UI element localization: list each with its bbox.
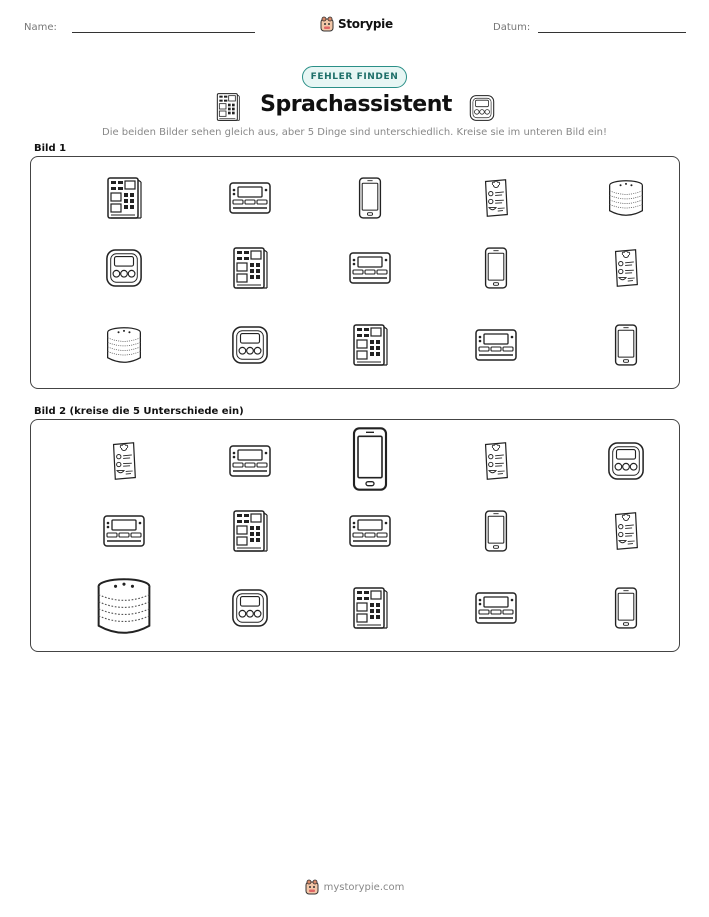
page-title: Sprachassistent xyxy=(260,92,452,117)
timer-icon xyxy=(205,312,295,378)
recipe-card-icon xyxy=(581,235,671,301)
timer-icon[interactable] xyxy=(205,575,295,641)
smart-speaker-icon xyxy=(79,312,169,378)
control-panel-icon xyxy=(216,92,240,127)
smartphone-icon[interactable] xyxy=(451,498,541,564)
smartphone-icon xyxy=(581,312,671,378)
storypie-mascot-icon xyxy=(320,16,334,32)
brand-logo xyxy=(320,14,393,34)
timer-icon[interactable] xyxy=(581,428,671,494)
recipe-card-icon xyxy=(451,165,541,231)
pager-icon xyxy=(325,235,415,301)
control-panel-icon xyxy=(205,235,295,301)
instructions-text: Die beiden Bilder sehen gleich aus, aber 5 Dinge sind unterschiedlich. Kreise sie im unteren Bild ein! xyxy=(102,127,607,138)
smartphone-icon[interactable] xyxy=(315,420,425,498)
date-field-line[interactable] xyxy=(538,32,686,33)
activity-badge: FEHLER FINDEN xyxy=(302,66,407,88)
pager-icon[interactable] xyxy=(325,498,415,564)
brand-name: Storypie xyxy=(338,17,393,31)
pager-icon[interactable] xyxy=(451,575,541,641)
date-label: Datum: xyxy=(493,22,531,33)
pager-icon[interactable] xyxy=(205,428,295,494)
smartphone-icon xyxy=(325,165,415,231)
storypie-mascot-icon xyxy=(305,879,319,895)
name-field-line[interactable] xyxy=(72,32,255,33)
timer-icon xyxy=(469,94,495,127)
recipe-card-icon[interactable] xyxy=(451,428,541,494)
recipe-card-icon[interactable] xyxy=(581,498,671,564)
control-panel-icon xyxy=(325,312,415,378)
control-panel-icon xyxy=(79,165,169,231)
picture1-label: Bild 1 xyxy=(34,143,67,154)
control-panel-icon[interactable] xyxy=(205,498,295,564)
smart-speaker-icon[interactable] xyxy=(69,567,179,645)
pager-icon[interactable] xyxy=(79,498,169,564)
timer-icon xyxy=(79,235,169,301)
recipe-card-icon[interactable] xyxy=(79,428,169,494)
title-row xyxy=(0,92,709,124)
smart-speaker-icon xyxy=(581,165,671,231)
pager-icon xyxy=(205,165,295,231)
picture2-panel[interactable] xyxy=(30,419,680,652)
worksheet-header xyxy=(0,14,709,44)
control-panel-icon[interactable] xyxy=(325,575,415,641)
picture1-panel xyxy=(30,156,680,389)
footer xyxy=(0,879,709,895)
pager-icon xyxy=(451,312,541,378)
picture2-label: Bild 2 (kreise die 5 Unterschiede ein) xyxy=(34,406,244,417)
name-label: Name: xyxy=(24,22,57,33)
footer-url[interactable]: mystorypie.com xyxy=(323,881,405,893)
smartphone-icon[interactable] xyxy=(581,575,671,641)
smartphone-icon xyxy=(451,235,541,301)
